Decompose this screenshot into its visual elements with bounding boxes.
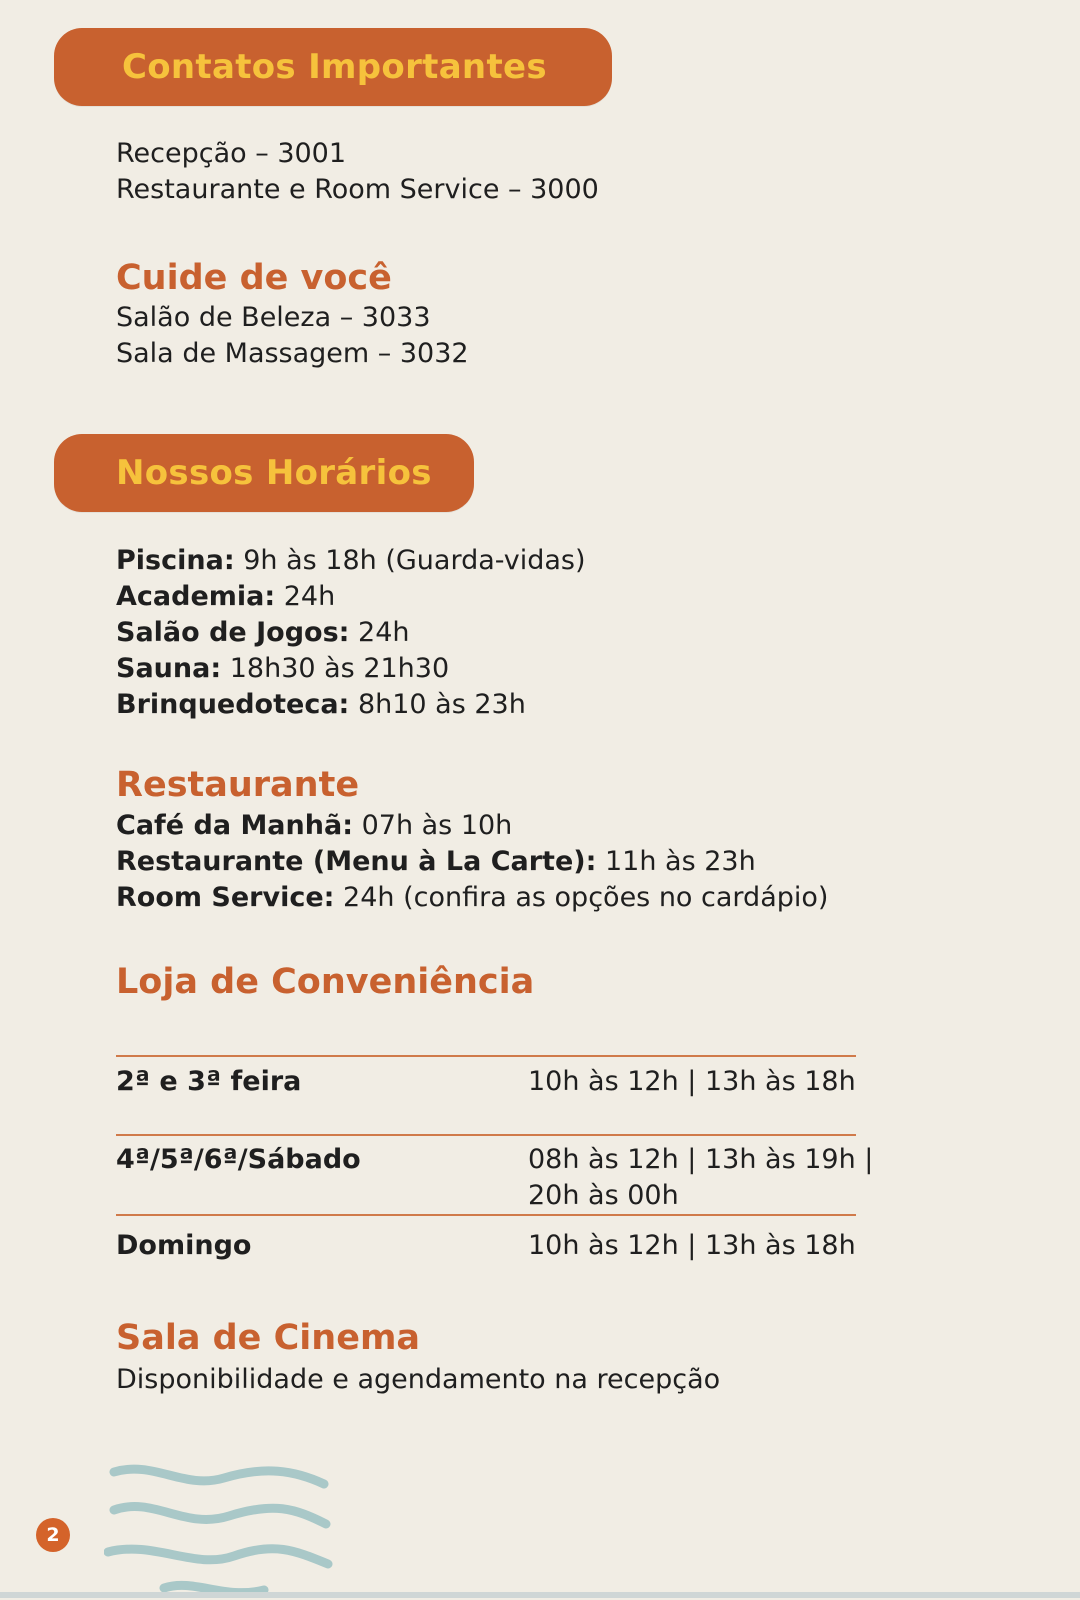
cinema-title: Sala de Cinema [116,1318,421,1358]
restaurant-item-value: 24h (confira as opções no cardápio) [334,882,829,913]
hours-item-value: 18h30 às 21h30 [221,653,450,684]
restaurant-title: Restaurante [116,765,360,805]
hours-item-label: Salão de Jogos: [116,617,350,648]
store-divider [116,1134,856,1136]
hours-header [54,434,474,512]
restaurant-item [116,844,756,880]
wave-line [108,1549,328,1564]
store-row-day: 4ª/5ª/6ª/Sábado [116,1144,361,1175]
page-number: 2 [36,1518,70,1552]
selfcare-massage: Sala de Massagem – 3032 [116,338,469,369]
contact-restaurant: Restaurante e Room Service – 3000 [116,174,599,205]
hours-item-label: Sauna: [116,653,222,684]
store-row-day: 2ª e 3ª feira [116,1066,302,1097]
store-title: Loja de Conveniência [116,962,535,1002]
bottom-bar [0,1592,1080,1598]
contacts-title: Contatos Importantes [122,47,547,87]
waves-decoration [104,1460,334,1600]
contacts-header [54,28,612,106]
restaurant-item [116,880,828,916]
contact-reception: Recepção – 3001 [116,138,347,169]
wave-line [114,1469,324,1484]
restaurant-item-label: Restaurante (Menu à La Carte): [116,846,597,877]
hours-item [116,615,410,651]
store-divider [116,1214,856,1216]
restaurant-item-label: Room Service: [116,882,335,913]
store-row-hours: 10h às 12h | 13h às 18h [528,1230,856,1261]
restaurant-item-value: 07h às 10h [353,810,513,841]
hours-item [116,543,586,579]
hours-title: Nossos Horários [116,453,432,493]
hours-item [116,651,449,687]
wave-line [114,1507,326,1524]
selfcare-beauty: Salão de Beleza – 3033 [116,302,431,333]
hours-item-label: Piscina: [116,545,235,576]
hours-item-value: 24h [349,617,410,648]
hours-item [116,579,335,615]
store-row-hours: 20h às 00h [528,1180,679,1211]
hours-item-value: 8h10 às 23h [349,689,526,720]
restaurant-item [116,808,512,844]
hours-item-value: 9h às 18h (Guarda-vidas) [234,545,586,576]
hours-item-value: 24h [275,581,336,612]
restaurant-item-value: 11h às 23h [596,846,756,877]
store-row-day: Domingo [116,1230,252,1261]
store-row-hours: 10h às 12h | 13h às 18h [528,1066,856,1097]
hours-item-label: Brinquedoteca: [116,689,350,720]
store-row-hours: 08h às 12h | 13h às 19h | [528,1144,874,1175]
cinema-text: Disponibilidade e agendamento na recepção [116,1364,721,1395]
hours-item [116,687,526,723]
restaurant-item-label: Café da Manhã: [116,810,353,841]
store-divider [116,1055,856,1057]
selfcare-title: Cuide de você [116,258,392,298]
hours-item-label: Academia: [116,581,276,612]
